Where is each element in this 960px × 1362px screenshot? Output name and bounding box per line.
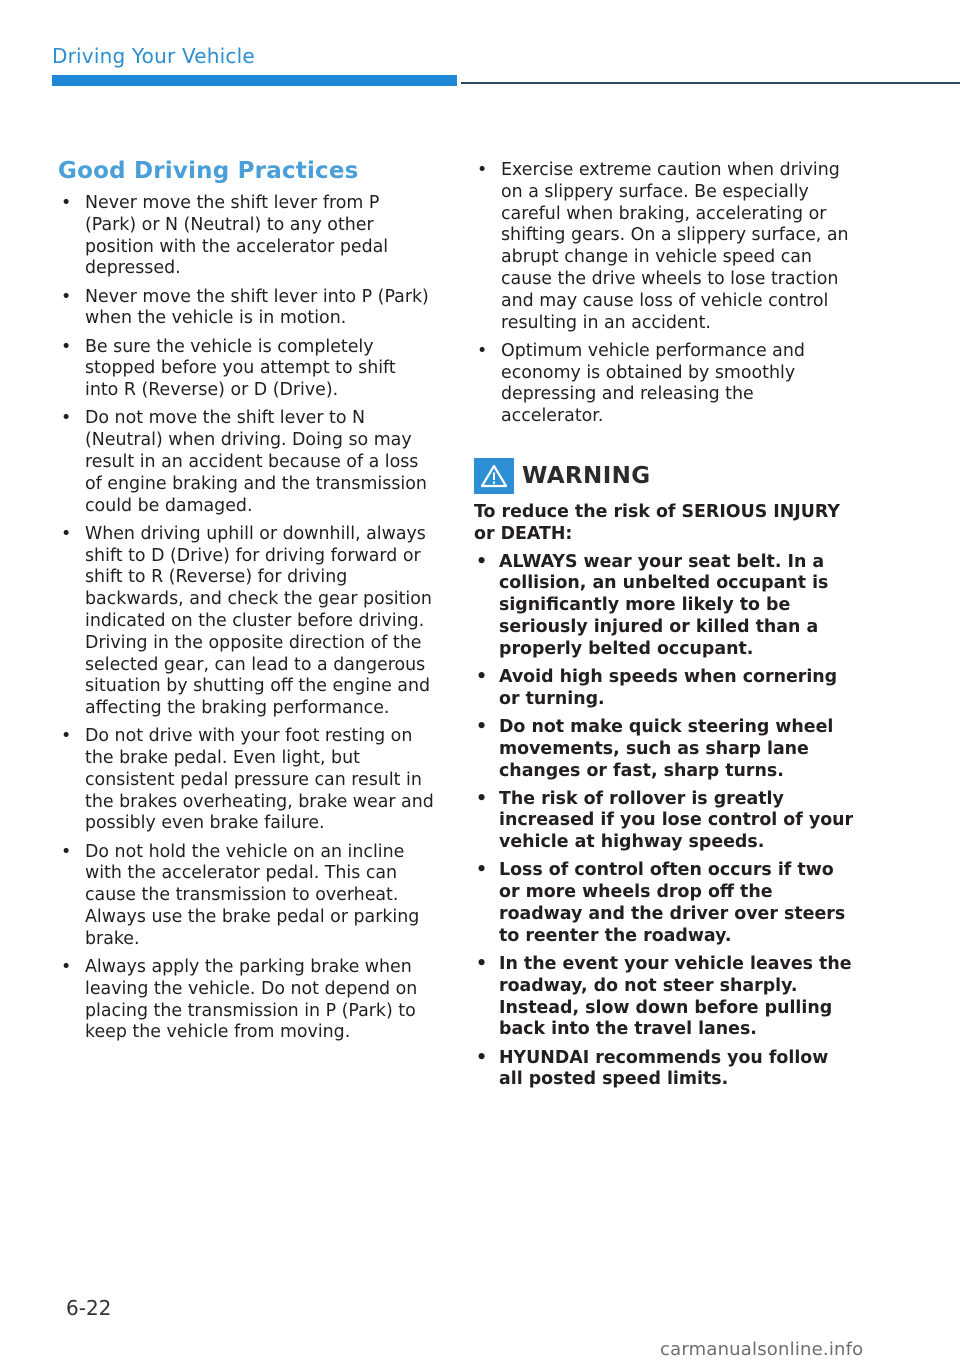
header-divider-line [461, 82, 960, 84]
list-item: • Always apply the parking brake when leaving the vehicle. Do not depend on placing the transmission in P (Park) to keep the vehicle from moving. [58, 957, 434, 1044]
warning-intro: To reduce the risk of SERIOUS INJURY or DEATH: [474, 501, 840, 544]
section-title: Good Driving Practices [58, 158, 359, 184]
list-item: • Never move the shift lever into P (Park) when the vehicle is in motion. [58, 287, 434, 331]
chapter-header-title: Driving Your Vehicle [52, 44, 255, 68]
driving-practices-list [58, 193, 434, 1044]
watermark-text: carmanualsonline.info [660, 1339, 864, 1360]
left-column [58, 158, 434, 1051]
right-column [474, 160, 858, 1098]
warning-list [474, 552, 858, 1092]
warning-item: • Avoid high speeds when cornering or turning. [474, 667, 858, 711]
warning-item: • Loss of control often occurs if two or more wheels drop off the roadway and the driver over steers to reenter the roadway. [474, 860, 858, 947]
list-item: • Do not drive with your foot resting on the brake pedal. Even light, but consistent pedal pressure can result in the brakes overheating, brake wear and possibly even brake failure. [58, 726, 434, 835]
list-item: • Exercise extreme caution when driving on a slippery surface. Be especially careful when braking, accelerating or shifting gears. On a slippery surface, an abrupt change in vehicle speed can cause the drive wheels to lose traction and may cause loss of vehicle control resulting in an accident. [474, 160, 858, 334]
warning-item: • Do not make quick steering wheel movements, such as sharp lane changes or fast, sharp turns. [474, 717, 858, 782]
page-number: 6-22 [66, 1296, 112, 1320]
warning-triangle-icon [474, 458, 514, 494]
warning-item: • HYUNDAI recommends you follow all posted speed limits. [474, 1048, 858, 1092]
driving-practices-list-continued [474, 160, 858, 428]
list-item: • Do not move the shift lever to N (Neutral) when driving. Doing so may result in an accident because of a loss of engine braking and the transmission could be damaged. [58, 408, 434, 517]
list-item: • Be sure the vehicle is completely stopped before you attempt to shift into R (Reverse) or D (Drive). [58, 337, 434, 402]
warning-item: • ALWAYS wear your seat belt. In a collision, an unbelted occupant is significantly more likely to be seriously injured or killed than a properly belted occupant. [474, 552, 858, 661]
list-item: • When driving uphill or downhill, always shift to D (Drive) for driving forward or shift to R (Reverse) for driving backwards, and check the gear position indicated on the cluster before driving. Driving in the opposite direction of the selected gear, can lead to a dangerous situation by shutting off the engine and affecting the braking performance. [58, 524, 434, 720]
list-item: • Never move the shift lever from P (Park) or N (Neutral) to any other position with the accelerator pedal depressed. [58, 193, 434, 280]
warning-label: WARNING [522, 462, 651, 489]
list-item: • Do not hold the vehicle on an incline with the accelerator pedal. This can cause the transmission to overheat. Always use the brake pedal or parking brake. [58, 842, 434, 951]
list-item: • Optimum vehicle performance and economy is obtained by smoothly depressing and releasing the accelerator. [474, 341, 858, 428]
warning-header [474, 458, 858, 494]
warning-item: • The risk of rollover is greatly increased if you lose control of your vehicle at highway speeds. [474, 789, 858, 854]
warning-item: • In the event your vehicle leaves the roadway, do not steer sharply. Instead, slow down before pulling back into the travel lanes. [474, 954, 858, 1041]
header-accent-bar [52, 75, 457, 86]
